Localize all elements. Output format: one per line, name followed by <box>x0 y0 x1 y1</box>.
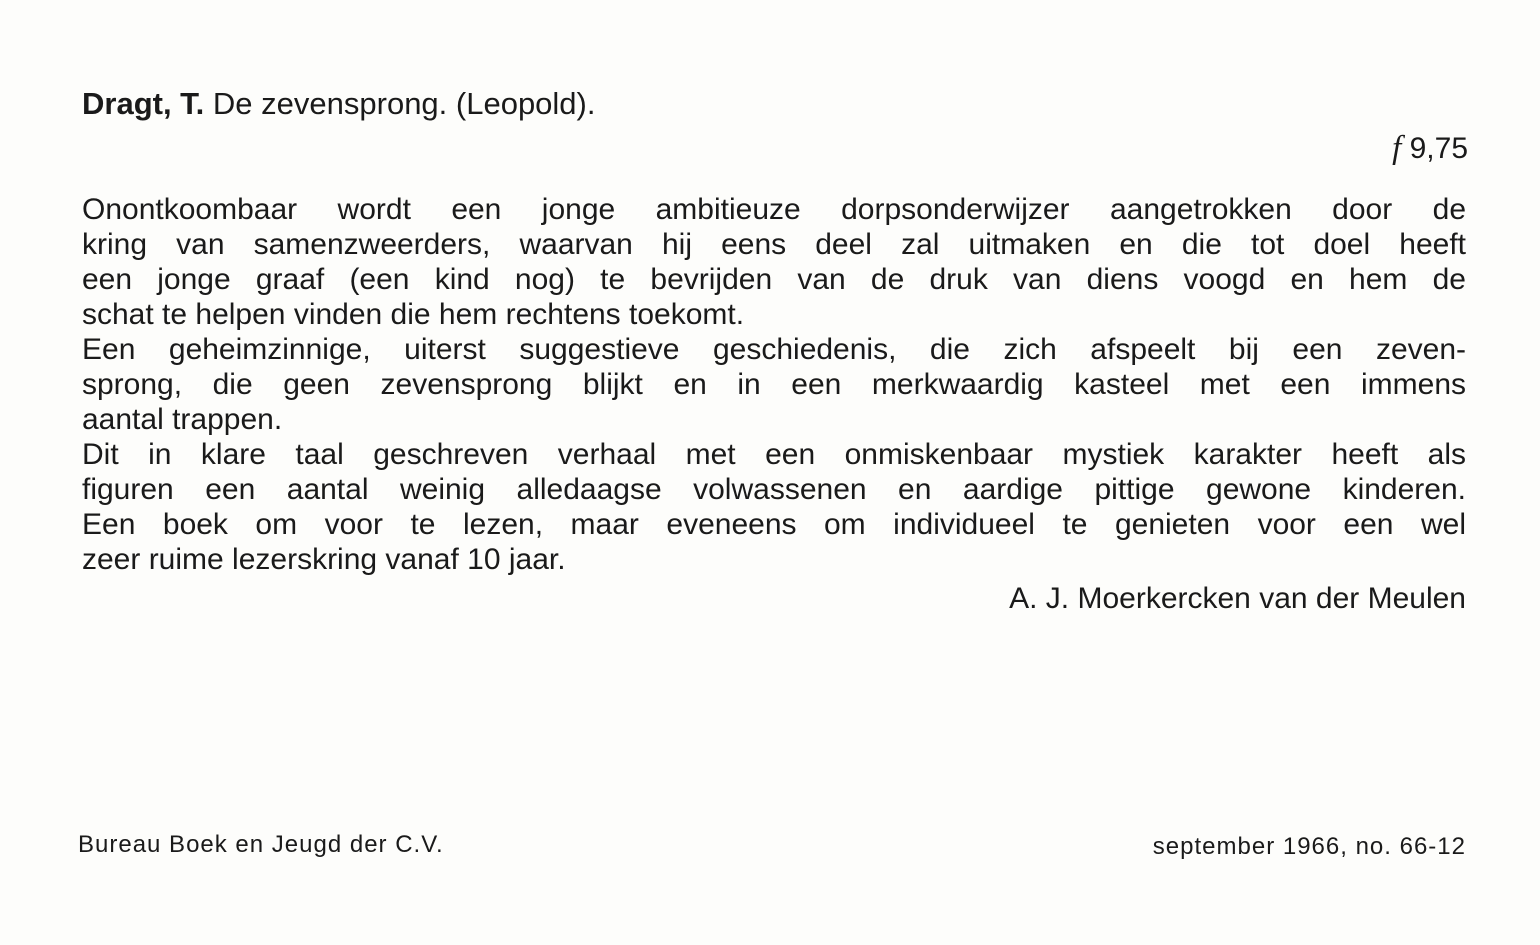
price-value: 9,75 <box>1409 132 1468 165</box>
footer-publisher: Bureau Boek en Jeugd der C.V. <box>78 831 444 858</box>
review-line: figuren een aantal weinig alledaagse volwassenen en aardige pittige gewone kinderen. <box>82 473 1466 506</box>
book-author: Dragt, T. <box>82 86 205 121</box>
review-line: aantal trappen. <box>82 403 283 436</box>
book-heading <box>82 84 596 124</box>
price-currency: f <box>1392 130 1402 166</box>
review-line: Dit in klare taal geschreven verhaal met een onmiskenbaar mystiek karakter heeft als <box>82 438 1466 471</box>
book-price <box>1392 128 1468 169</box>
review-line: zeer ruime lezerskring vanaf 10 jaar. <box>82 543 566 576</box>
review-line: kring van samenzweerders, waarvan hij eens deel zal uitmaken en die tot doel heeft <box>82 228 1466 261</box>
review-text <box>82 192 1466 577</box>
review-line: schat te helpen vinden die hem rechtens toekomt. <box>82 298 745 331</box>
review-line: Een boek om voor te lezen, maar eveneens om individueel te genieten voor een wel <box>82 508 1466 541</box>
review-line: sprong, die geen zevensprong blijkt en in een merkwaardig kasteel met een immens <box>82 368 1466 401</box>
reviewer-signature: A. J. Moerkercken van der Meulen <box>1009 582 1466 615</box>
review-line: een jonge graaf (een kind nog) te bevrijden van de druk van diens voogd en hem de <box>82 263 1466 296</box>
review-line: Onontkoombaar wordt een jonge ambitieuze dorpsonderwijzer aangetrokken door de <box>82 193 1466 226</box>
footer-issue: september 1966, no. 66-12 <box>1152 833 1466 860</box>
review-line: Een geheimzinnige, uiterst suggestieve geschiedenis, die zich afspeelt bij een zeven- <box>82 333 1466 366</box>
book-title-publisher: De zevensprong. (Leopold). <box>212 86 596 121</box>
